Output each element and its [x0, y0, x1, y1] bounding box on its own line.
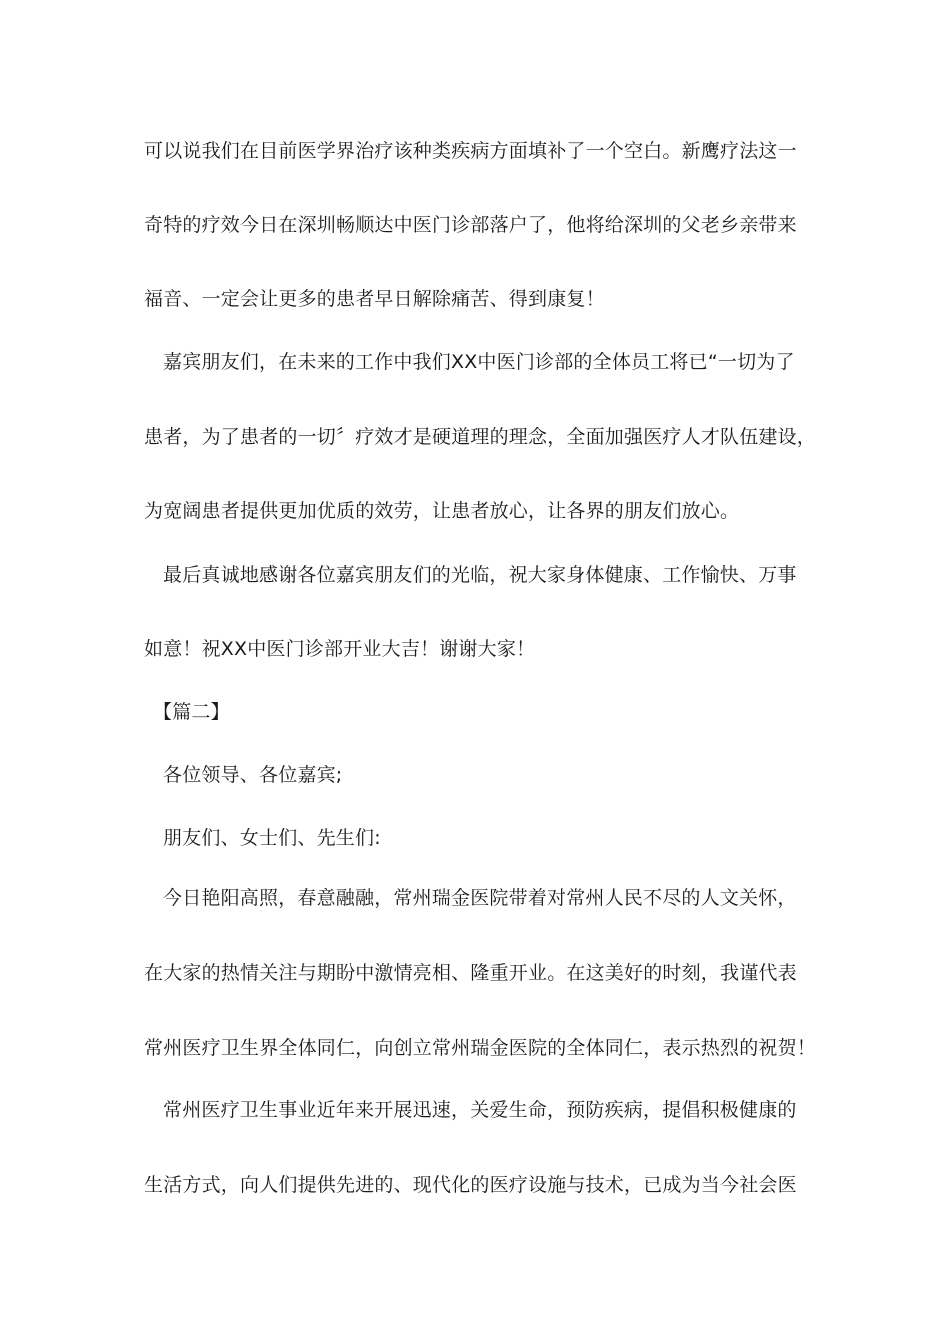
paragraph-line: 在大家的热情关注与期盼中激情亮相、隆重开业。在这美好的时刻，我谨代表 — [144, 962, 797, 984]
paragraph-line: 如意！祝XX中医门诊部开业大吉！谢谢大家！ — [144, 638, 536, 660]
paragraph-line: 各位领导、各位嘉宾; — [163, 764, 343, 786]
paragraph-line: 嘉宾朋友们，在未来的工作中我们XX中医门诊部的全体员工将已“一切为了 — [163, 351, 795, 373]
section-heading: 【篇二】 — [153, 701, 230, 723]
paragraph-line: 今日艳阳高照，春意融融，常州瑞金医院带着对常州人民不尽的人文关怀， — [163, 887, 797, 909]
paragraph-line: 生活方式，向人们提供先进的、现代化的医疗设施与技术，已成为当今社会医 — [144, 1174, 797, 1196]
paragraph-line: 可以说我们在目前医学界治疗该种类疾病方面填补了一个空白。新鹰疗法这一 — [144, 140, 797, 162]
paragraph-line: 常州医疗卫生界全体同仁，向创立常州瑞金医院的全体同仁，表示热烈的祝贺！ — [144, 1037, 817, 1059]
paragraph-line: 为宽阔患者提供更加优质的效劳，让患者放心，让各界的朋友们放心。 — [144, 500, 740, 522]
paragraph-line: 福音、一定会让更多的患者早日解除痛苦、得到康复！ — [144, 288, 605, 310]
paragraph-line: 常州医疗卫生事业近年来开展迅速，关爱生命，预防疾病，提倡积极健康的 — [163, 1099, 797, 1121]
paragraph-line: 朋友们、女士们、先生们: — [163, 827, 381, 849]
paragraph-line: 最后真诚地感谢各位嘉宾朋友们的光临，祝大家身体健康、工作愉快、万事 — [163, 564, 797, 586]
paragraph-line: 患者，为了患者的一切〞疗效才是硬道理的理念，全面加强医疗人才队伍建设， — [144, 426, 817, 448]
paragraph-line: 奇特的疗效今日在深圳畅顺达中医门诊部落户了，他将给深圳的父老乡亲带来 — [144, 214, 797, 236]
